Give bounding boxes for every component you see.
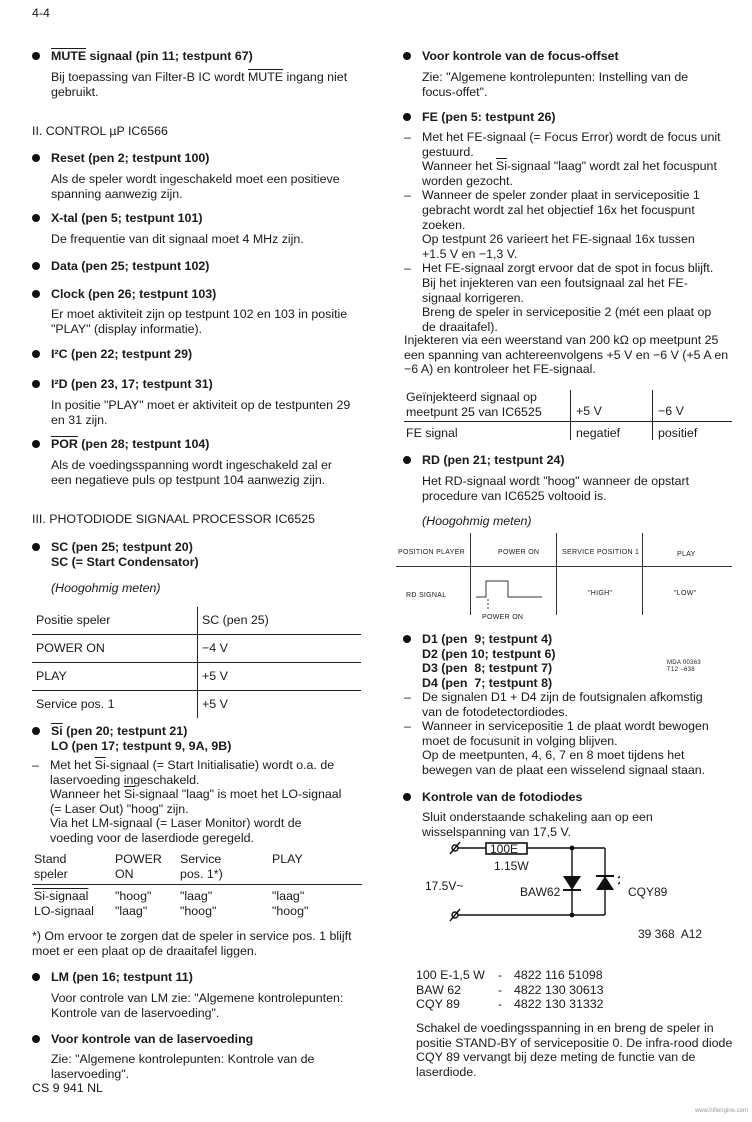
rd-pulse-waveform <box>476 579 546 609</box>
bullet-icon <box>32 380 40 388</box>
t: $\overline{Si}$ <box>94 758 106 772</box>
inject-text: Injekteren via een weerstand van 200 kΩ op meetpunt 25 een spanning van achtereenvolgens +5 V en −6 V (+5 A en −6 A) en kontroleer het FE-signaal. <box>404 333 729 377</box>
photodiode-label: CQY89 <box>628 885 668 899</box>
bullet-icon <box>32 52 40 60</box>
t: Met het <box>50 758 95 772</box>
t: D4 (pen 7; testpunt 8) <box>422 675 553 690</box>
t: - <box>498 982 503 997</box>
t: CQY 89 <box>416 997 460 1012</box>
clock-heading <box>51 287 216 302</box>
t: Het FE-signaal zorgt ervoor dat de spot in focus blijft. Bij het injekteren van een foutsignaal zal het FE-signaal korrigeren. <box>422 261 714 305</box>
mute-text <box>51 70 371 99</box>
rd-note: (Hoogohmig meten) <box>422 514 532 528</box>
t: - <box>498 968 503 982</box>
bullet-icon <box>32 543 40 551</box>
t: 4822 116 51098 <box>514 968 603 982</box>
test-circuit-diagram <box>420 842 720 942</box>
t: Bij toepassing van Filter-B IC wordt <box>51 70 248 84</box>
label: POSITION PLAYER <box>398 549 465 556</box>
t: FE (pen 5: testpunt 26) <box>422 110 556 124</box>
divider <box>470 533 471 615</box>
inject-table <box>404 390 732 442</box>
i2c-heading <box>51 347 192 362</box>
t: Data (pen 25; testpunt 102) <box>51 259 210 273</box>
footer-code: CS 9 941 NL <box>32 1081 103 1095</box>
foto-heading <box>422 790 582 805</box>
bullet-icon <box>32 350 40 358</box>
t: "hoog" <box>272 903 309 918</box>
t: I²D (pen 23, 17; testpunt 31) <box>51 377 213 391</box>
reset-text: Als de speler wordt ingeschakeld moet een positieve spanning aanwezig zijn. <box>51 172 340 201</box>
t: PLAY <box>272 852 303 866</box>
t: voeding voor de laserdiode geregeld. <box>50 830 254 845</box>
cell: negatief <box>576 426 621 440</box>
t: "hoog" <box>115 889 152 903</box>
t: Kontrole van de fotodiodes <box>422 790 583 804</box>
divider <box>396 566 732 567</box>
t: Met het FE-signaal (= Focus Error) wordt de focus unit gestuurd. <box>422 130 721 159</box>
figure-code <box>667 660 701 674</box>
list-item <box>416 997 716 1012</box>
cell: Service pos. 1 <box>32 691 198 719</box>
t: meetpunt 25 van IC6525 <box>406 404 542 419</box>
bullet-icon <box>403 793 411 801</box>
bullet-icon <box>403 52 411 60</box>
label: POWER ON <box>482 614 524 621</box>
list-item: – De signalen D1 + D4 zijn de foutsignalen afkomstig van de fotodetectordiodes. <box>404 690 722 719</box>
si-heading <box>51 724 231 753</box>
t: Voor kontrole van de laservoeding <box>51 1032 254 1046</box>
watermark: www.hifiengine.com <box>694 1108 748 1115</box>
bullet-icon <box>32 727 40 735</box>
header-cell <box>115 852 162 881</box>
rd-text: Het RD-signaal wordt "hoog" wanneer de opstart procedure van IC6525 voltooid is. <box>422 474 690 503</box>
t: laservoeding ingeschakeld. <box>50 772 200 787</box>
fe-heading <box>422 110 556 125</box>
sc-table <box>32 607 361 718</box>
t: D3 (pen 8; testpunt 7) <box>422 661 553 676</box>
table-row <box>32 607 361 635</box>
t: Wanneer de speler zonder plaat in servicepositie 1 gebracht wordt zal het objectief 16x het focuspunt zoeken. <box>422 188 700 232</box>
t: POWER <box>115 852 162 866</box>
t: LM (pen 16; testpunt 11) <box>51 970 193 984</box>
t: -signaal "laag" is moet het LO-signaal <box>134 787 342 802</box>
circuit-code: 39 368 A12 <box>638 927 703 941</box>
cell: −4 V <box>198 635 362 663</box>
list-item <box>404 188 722 261</box>
t: Voor kontrole van de focus-offset <box>422 49 619 63</box>
t: Op testpunt 26 varieert het FE-signaal 16x tussen +1.5 V en −1,3 V. <box>422 232 695 261</box>
label: "HIGH" <box>588 590 613 597</box>
bullet-icon <box>403 635 411 643</box>
bullet-icon <box>403 113 411 121</box>
sc-heading <box>51 540 199 569</box>
t: D2 (pen 10; testpunt 6) <box>422 646 556 661</box>
bullet-icon <box>32 973 40 981</box>
mute-title: signaal (pin 11; testpunt 67) <box>86 49 253 63</box>
list-item <box>416 983 716 998</box>
t: $\overline{Si}$ <box>495 159 507 174</box>
t: ON <box>115 866 134 881</box>
t: ingang niet gebruikt. <box>51 70 348 99</box>
divider <box>556 533 557 615</box>
divider <box>32 884 362 885</box>
bullet-icon <box>403 456 411 464</box>
header-cell <box>272 852 303 867</box>
bullet-icon <box>32 262 40 270</box>
focus-text: Zie: "Algemene kontrolepunten: Instelling van de focus-offet". <box>422 70 689 99</box>
label: SERVICE POSITION 1 <box>562 549 640 556</box>
t: "laag" <box>272 889 305 903</box>
t: Reset (pen 2; testpunt 100) <box>51 151 210 165</box>
focus-heading <box>422 49 619 64</box>
t: "hoog" <box>180 903 217 918</box>
mute-heading <box>51 49 253 64</box>
header-cell: −6 V <box>658 404 684 418</box>
voltage-label: 17.5V~ <box>425 879 464 893</box>
t: Wanneer het <box>50 787 124 802</box>
t: RD (pen 21; testpunt 24) <box>422 453 565 467</box>
parts-list <box>416 968 716 1012</box>
i2d-heading <box>51 377 213 392</box>
t: "laag" <box>180 889 213 903</box>
si-text <box>32 758 380 846</box>
t: (pen 28; testpunt 104) <box>77 437 210 451</box>
section-heading-2: II. CONTROL µP IC6566 <box>32 124 168 138</box>
list-item <box>404 130 722 188</box>
label: "LOW" <box>674 590 697 597</box>
page-number: 4-4 <box>32 6 50 20</box>
t: $\overline{Si}$ <box>51 724 63 738</box>
por-text: Als de voedingsspanning wordt ingeschakeld zal er een negatieve puls op testpunt 104 aanwezig zijn. <box>51 458 333 487</box>
list-item <box>404 261 722 334</box>
data-heading <box>51 259 209 274</box>
fe-list <box>404 130 722 334</box>
mute-overline: MUTE <box>51 49 87 63</box>
bullet-icon <box>32 1035 40 1043</box>
t: Op de meetpunten, 4, 6, 7 en 8 moet tijdens het bewegen van de plaat een wisselend signaal staan. <box>422 748 706 777</box>
lm-heading <box>51 970 193 985</box>
t: Service <box>180 852 222 866</box>
t: Geïnjekteerd signaal op <box>406 390 537 404</box>
sc-note: (Hoogohmig meten) <box>51 581 161 595</box>
bullet-icon <box>32 154 40 162</box>
table-row <box>32 635 361 663</box>
col-values <box>272 889 308 918</box>
diode-label: BAW62 <box>520 885 561 899</box>
rd-timing-diagram <box>396 533 732 628</box>
final-text: Schakel de voedingsspanning in en breng de speler in positie STAND-BY of servicepositie 0. De infra-rood diode CQY 89 vervangt bij deze meting de functie van de laserdiode. <box>416 1021 733 1079</box>
cell: FE signal <box>406 426 458 440</box>
col-values <box>115 889 151 918</box>
bullet-icon <box>32 214 40 222</box>
t: Wanneer in servicepositie 1 de plaat wordt bewogen moet de focusunit in volging blijven. <box>422 719 709 748</box>
cell: +5 V <box>202 697 228 712</box>
clock-text: Er moet aktiviteit zijn op testpunt 102 en 103 in positie "PLAY" (display informatie). <box>51 307 348 336</box>
t: 4822 130 31332 <box>514 997 604 1012</box>
t: MDA 00363 <box>667 660 702 666</box>
laser-heading <box>51 1032 253 1047</box>
label: POWER ON <box>498 549 540 556</box>
col-values <box>180 889 216 918</box>
t: MUTE <box>247 70 284 84</box>
list-item <box>404 719 722 777</box>
t: pos. 1*) <box>180 866 223 881</box>
cell: positief <box>658 426 698 440</box>
cell: SC (pen 25) <box>198 607 362 635</box>
list-item <box>416 968 716 983</box>
laser-text: Zie: "Algemene kontrolepunten: Kontrole van de laservoeding". <box>51 1052 315 1081</box>
t: Breng de speler in servicepositie 2 (mét een plaat op de draaitafel). <box>422 305 712 334</box>
t: SC (pen 25; testpunt 20) <box>51 540 193 554</box>
t: LO-signaal <box>34 903 94 918</box>
bullet-icon <box>32 290 40 298</box>
divider <box>404 421 732 422</box>
t: Clock (pen 26; testpunt 103) <box>51 287 217 301</box>
t: SC (= Start Condensator) <box>51 554 199 569</box>
divider <box>642 533 643 615</box>
cell: POWER ON <box>32 635 198 663</box>
header-cell <box>180 852 223 881</box>
xtal-heading <box>51 211 202 226</box>
divider <box>570 390 571 440</box>
t: LO (pen 17; testpunt 9, 9A, 9B) <box>51 738 232 753</box>
resistor-label: 100E <box>490 842 519 856</box>
divider <box>652 390 653 440</box>
header-cell: +5 V <box>576 404 602 418</box>
t: BAW 62 <box>416 982 461 997</box>
section-heading-3: III. PHOTODIODE SIGNAAL PROCESSOR IC6525 <box>32 512 315 526</box>
d-list <box>404 690 722 778</box>
resistor-power-label: 1.15W <box>494 859 529 873</box>
t: -signaal "laag" wordt zal het focuspunt worden gezocht. <box>422 159 717 188</box>
t: $\overline{POR}$ <box>51 437 78 451</box>
bullet-icon <box>32 440 40 448</box>
t: Wanneer het <box>422 159 496 174</box>
t: "laag" <box>115 903 148 918</box>
xtal-text: De frequentie van dit signaal moet 4 MHz zijn. <box>51 232 304 246</box>
cell: PLAY <box>32 663 198 691</box>
table-row <box>32 691 361 719</box>
cell: +5 V <box>198 663 362 691</box>
t: X-tal (pen 5; testpunt 101) <box>51 211 203 225</box>
d-heading <box>422 632 556 690</box>
t: Stand <box>34 852 67 866</box>
foto-text: Sluit onderstaande schakeling aan op een wisselspanning van 17,5 V. <box>422 810 653 839</box>
t: speler <box>34 866 68 881</box>
t: - <box>498 997 503 1012</box>
header-cell <box>406 390 542 419</box>
por-heading <box>51 437 209 452</box>
header-cell <box>34 852 68 881</box>
t: 100 E-1,5 W <box>416 968 485 982</box>
lm-text: Voor controle van LM zie: "Algemene kontrolepunten: Kontrole van de laservoeding". <box>51 991 344 1020</box>
t: I²C (pen 22; testpunt 29) <box>51 347 193 361</box>
t: (= Laser Out) "hoog" zijn. <box>50 801 189 816</box>
reset-heading <box>51 151 209 166</box>
t: Si-signaal <box>34 889 89 903</box>
i2d-text: In positie "PLAY" moet er aktiviteit op de testpunten 29 en 31 zijn. <box>51 398 351 427</box>
t: D1 (pen 9; testpunt 4) <box>422 632 553 646</box>
t: -signaal (= Start Initialisatie) wordt o.a. de <box>105 758 335 772</box>
t: T12 −638 <box>667 667 695 673</box>
cell: Positie speler <box>32 607 198 635</box>
t: Via het LM-signaal (= Laser Monitor) wordt de <box>50 816 302 831</box>
t: (pen 20; testpunt 21) <box>62 724 188 738</box>
stand-table <box>32 852 362 922</box>
rd-heading <box>422 453 565 468</box>
label: RD SIGNAL <box>406 592 447 599</box>
footnote: *) Om ervoor te zorgen dat de speler in service pos. 1 blijft moet er een plaat op de draaitafel liggen. <box>32 929 352 958</box>
table-row <box>32 663 361 691</box>
label: PLAY <box>677 551 696 558</box>
row-labels <box>34 889 94 918</box>
t: $\overline{Si}$ <box>123 787 135 802</box>
t: 4822 130 30613 <box>514 982 604 997</box>
